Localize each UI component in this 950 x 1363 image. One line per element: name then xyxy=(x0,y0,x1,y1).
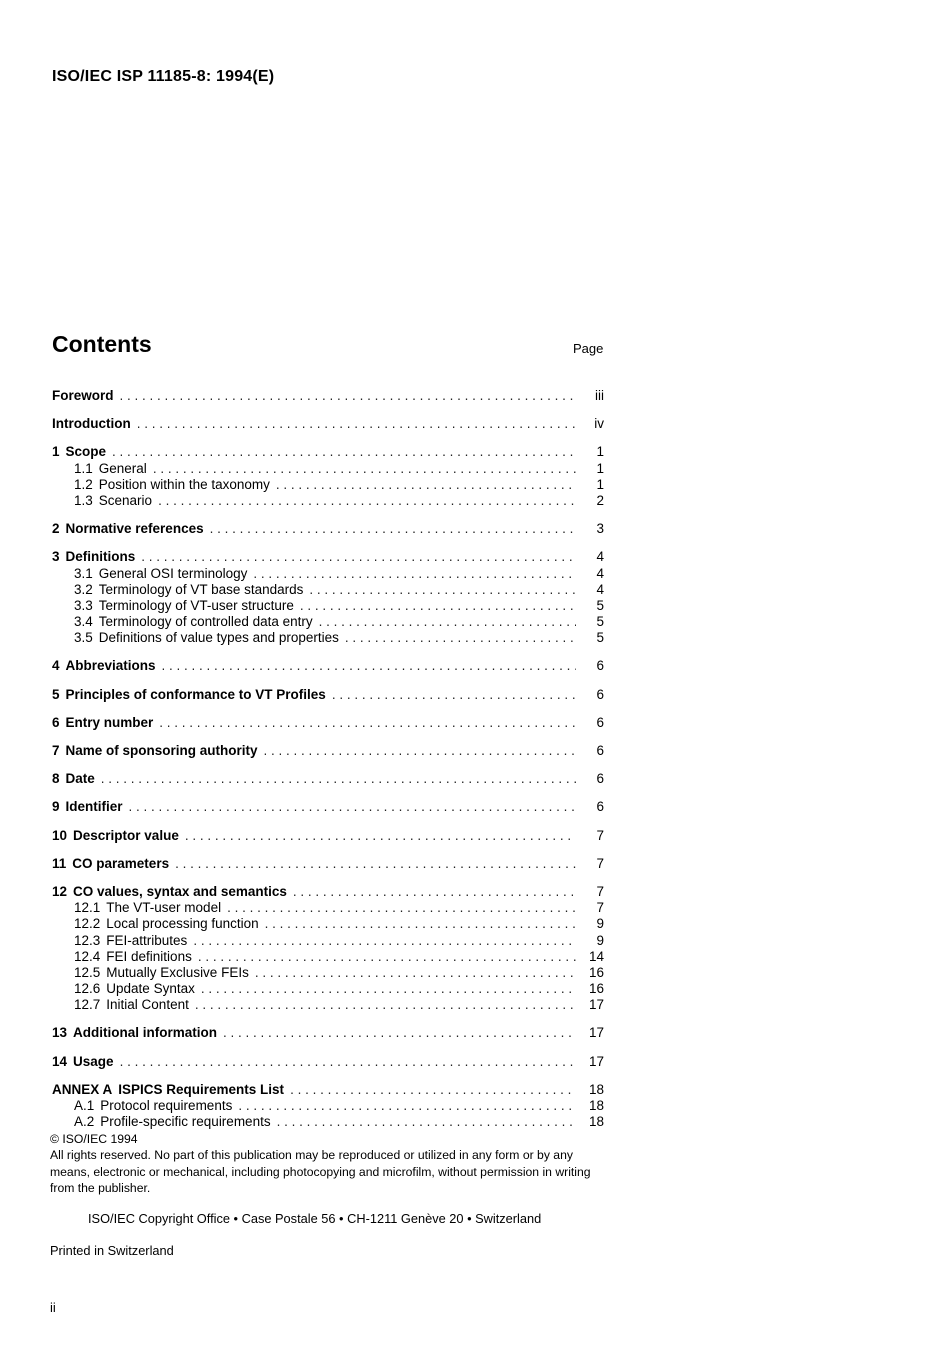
toc-entry-number: 11 xyxy=(52,855,67,871)
toc-entry-page: 7 xyxy=(596,855,604,871)
dot-leader xyxy=(210,521,576,537)
toc-entry-number: 13 xyxy=(52,1025,68,1041)
toc-entry xyxy=(52,715,604,731)
toc-subentry xyxy=(52,582,604,598)
toc-entry-title: Name of sponsoring authority xyxy=(65,743,258,758)
toc-entry-page: 6 xyxy=(596,658,604,674)
toc-subentry xyxy=(52,461,604,477)
toc-entry-page: 4 xyxy=(596,549,604,565)
toc-entry-title: Entry number xyxy=(65,714,154,730)
toc-subentry xyxy=(52,916,604,932)
toc-entry-title: General OSI terminology xyxy=(98,565,248,581)
page-number: ii xyxy=(50,1300,56,1315)
dot-leader xyxy=(195,997,576,1013)
toc-entry-title: Foreword xyxy=(52,388,114,403)
toc-entry-page: 2 xyxy=(596,492,604,508)
toc-entry-number: 2 xyxy=(52,521,60,537)
toc-subentry xyxy=(52,630,604,646)
toc-entry-title: General xyxy=(98,460,147,476)
toc-entry-title: Position within the taxonomy xyxy=(98,476,270,492)
toc-entry-title: Definitions of value types and properties xyxy=(98,630,339,646)
toc-entry-title: Identifier xyxy=(65,799,123,815)
toc-entry xyxy=(52,828,604,844)
toc-entry-title: Local processing function xyxy=(106,916,259,932)
toc-entry-page: 17 xyxy=(588,1053,604,1069)
toc-entry-number: 12 xyxy=(52,883,68,899)
toc-subentry xyxy=(52,900,604,916)
toc-entry-number: 1.1 xyxy=(74,460,93,476)
toc-entry-title: Descriptor value xyxy=(73,827,179,843)
toc-entry-number: 9 xyxy=(52,799,60,815)
toc-entry-title: FEI definitions xyxy=(106,948,192,964)
toc-entry-page: 1 xyxy=(596,476,604,492)
toc-group xyxy=(52,1054,604,1070)
document-header: ISO/IEC ISP 11185-8: 1994(E) xyxy=(52,68,275,85)
toc-entry-number: 12.6 xyxy=(74,981,101,997)
table-of-contents xyxy=(52,388,604,1142)
toc-entry-number: 12.5 xyxy=(74,964,101,980)
toc-entry-number: A.2 xyxy=(74,1114,95,1130)
toc-entry-page: 3 xyxy=(596,521,604,537)
toc-group xyxy=(52,521,604,537)
toc-entry xyxy=(52,856,604,872)
toc-group xyxy=(52,743,604,759)
toc-entry-number: 12.7 xyxy=(74,997,101,1013)
contents-title: Contents xyxy=(52,331,152,357)
toc-entry xyxy=(52,743,604,759)
toc-group xyxy=(52,1082,604,1131)
toc-group xyxy=(52,658,604,674)
toc-entry-title: Profile-specific requirements xyxy=(100,1114,271,1130)
toc-entry-number: 3.3 xyxy=(74,597,93,613)
toc-group xyxy=(52,856,604,872)
toc-entry xyxy=(52,549,604,565)
toc-entry-number: 7 xyxy=(52,743,60,758)
toc-subentry xyxy=(52,997,604,1013)
toc-group xyxy=(52,444,604,509)
toc-entry xyxy=(52,687,604,703)
toc-entry-title: Normative references xyxy=(65,521,204,537)
toc-group xyxy=(52,715,604,731)
toc-entry xyxy=(52,771,604,787)
dot-leader xyxy=(290,1082,576,1098)
copyright-office-address: ISO/IEC Copyright Office • Case Postale 56 • CH-1211 Genève 20 • Switzerland xyxy=(88,1211,542,1226)
dot-leader xyxy=(198,949,576,965)
toc-entry-page: 5 xyxy=(596,630,604,646)
toc-entry-page: 1 xyxy=(596,460,604,476)
dot-leader xyxy=(319,614,576,630)
dot-leader xyxy=(137,416,576,432)
toc-entry-page: 17 xyxy=(588,1025,604,1041)
toc-entry-title: Scenario xyxy=(98,492,153,508)
toc-entry-title: Abbreviations xyxy=(65,658,156,674)
toc-subentry xyxy=(52,1098,604,1114)
toc-entry-title: FEI-attributes xyxy=(106,932,188,948)
toc-entry-page: 7 xyxy=(596,883,604,899)
toc-entry-title: CO values, syntax and semantics xyxy=(73,883,287,899)
copyright-body: All rights reserved. No part of this publication may be reproduced or utilized in any form or by any means, electronic or mechanical, including photocopying and microfilm, without permission in writing from the publisher. xyxy=(50,1148,591,1196)
toc-entry-number: 3.1 xyxy=(74,565,93,581)
toc-entry-number: 3.5 xyxy=(74,630,93,646)
dot-leader xyxy=(201,981,576,997)
toc-entry-number: 1.2 xyxy=(74,476,93,492)
toc-subentry xyxy=(52,598,604,614)
dot-leader xyxy=(238,1098,576,1114)
toc-entry-title: CO parameters xyxy=(72,855,170,871)
toc-entry-number: 3 xyxy=(52,549,60,565)
dot-leader xyxy=(300,598,576,614)
toc-group xyxy=(52,1025,604,1041)
toc-entry-number: 6 xyxy=(52,714,60,730)
toc-entry-title: Protocol requirements xyxy=(100,1098,233,1113)
toc-entry-page: 1 xyxy=(596,444,604,460)
dot-leader xyxy=(153,461,576,477)
toc-entry-page: iii xyxy=(595,388,604,403)
toc-entry xyxy=(52,1082,604,1098)
toc-group xyxy=(52,549,604,646)
dot-leader xyxy=(277,1114,576,1130)
dot-leader xyxy=(120,388,576,404)
toc-entry-number: 12.3 xyxy=(74,932,101,948)
toc-entry-title: Additional information xyxy=(73,1025,218,1041)
toc-entry-title: Scope xyxy=(65,444,107,460)
toc-entry xyxy=(52,1054,604,1070)
toc-group xyxy=(52,799,604,815)
dot-leader xyxy=(255,965,576,981)
toc-entry-title: Terminology of VT base standards xyxy=(98,581,304,597)
toc-subentry xyxy=(52,493,604,509)
dot-leader xyxy=(193,933,576,949)
toc-entry-page: 9 xyxy=(596,916,604,932)
dot-leader xyxy=(120,1054,576,1070)
printed-in: Printed in Switzerland xyxy=(50,1243,174,1258)
toc-entry-title: Mutually Exclusive FEIs xyxy=(106,964,249,980)
toc-group xyxy=(52,884,604,1014)
toc-entry-title: Update Syntax xyxy=(106,981,195,997)
toc-entry-page: 5 xyxy=(596,597,604,613)
toc-subentry xyxy=(52,566,604,582)
toc-subentry xyxy=(52,1114,604,1130)
toc-entry-number: 5 xyxy=(52,686,60,702)
toc-entry xyxy=(52,521,604,537)
toc-entry-page: 6 xyxy=(596,686,604,702)
toc-entry-page: 16 xyxy=(588,964,604,980)
toc-entry-title: Initial Content xyxy=(106,997,189,1013)
toc-subentry xyxy=(52,933,604,949)
toc-entry-number: A.1 xyxy=(74,1098,95,1113)
toc-entry-number: 14 xyxy=(52,1053,68,1069)
toc-group xyxy=(52,416,604,432)
dot-leader xyxy=(253,566,576,582)
dot-leader xyxy=(101,771,576,787)
toc-entry-page: 4 xyxy=(596,581,604,597)
toc-entry-title: Introduction xyxy=(52,416,131,432)
toc-entry-page: 5 xyxy=(596,614,604,630)
toc-entry-title: The VT-user model xyxy=(106,900,222,916)
dot-leader xyxy=(112,444,576,460)
dot-leader xyxy=(175,856,576,872)
toc-entry-page: 14 xyxy=(588,948,604,964)
toc-entry-number: 3.2 xyxy=(74,581,93,597)
toc-group xyxy=(52,687,604,703)
toc-entry-page: 6 xyxy=(596,771,604,787)
dot-leader xyxy=(129,799,576,815)
toc-entry-page: iv xyxy=(594,416,604,432)
toc-entry-page: 6 xyxy=(596,743,604,758)
toc-subentry xyxy=(52,949,604,965)
toc-entry xyxy=(52,416,604,432)
toc-entry-page: 18 xyxy=(588,1081,604,1097)
toc-entry-number: 1 xyxy=(52,444,60,460)
toc-entry-title: Terminology of VT-user structure xyxy=(98,597,294,613)
toc-subentry xyxy=(52,981,604,997)
toc-entry-number: ANNEX A xyxy=(52,1081,113,1097)
toc-group xyxy=(52,771,604,787)
copyright-line: © ISO/IEC 1994 xyxy=(50,1132,138,1146)
toc-entry-title: Date xyxy=(65,771,95,787)
toc-entry-page: 18 xyxy=(588,1098,604,1113)
dot-leader xyxy=(159,715,576,731)
toc-entry-page: 17 xyxy=(588,997,604,1013)
toc-entry-title: ISPICS Requirements List xyxy=(118,1081,285,1097)
dot-leader xyxy=(185,828,576,844)
dot-leader xyxy=(332,687,576,703)
toc-entry-number: 12.4 xyxy=(74,948,101,964)
toc-entry-page: 7 xyxy=(596,827,604,843)
toc-entry-number: 12.2 xyxy=(74,916,101,932)
toc-entry-number: 3.4 xyxy=(74,614,93,630)
toc-entry-title: Terminology of controlled data entry xyxy=(98,614,313,630)
toc-entry xyxy=(52,884,604,900)
toc-entry xyxy=(52,1025,604,1041)
page-column-label: Page xyxy=(573,341,604,356)
toc-entry-number: 12.1 xyxy=(74,900,101,916)
copyright-notice xyxy=(50,1131,606,1197)
dot-leader xyxy=(293,884,576,900)
toc-entry-page: 16 xyxy=(588,981,604,997)
toc-entry-number: 4 xyxy=(52,658,60,674)
dot-leader xyxy=(223,1025,576,1041)
toc-entry-title: Principles of conformance to VT Profiles xyxy=(65,686,326,702)
toc-subentry xyxy=(52,614,604,630)
toc-entry-title: Definitions xyxy=(65,549,136,565)
toc-entry-page: 6 xyxy=(596,799,604,815)
dot-leader xyxy=(162,658,576,674)
toc-entry-page: 18 xyxy=(588,1114,604,1130)
toc-group xyxy=(52,828,604,844)
dot-leader xyxy=(264,743,576,759)
dot-leader xyxy=(141,549,576,565)
toc-entry-number: 1.3 xyxy=(74,492,93,508)
dot-leader xyxy=(265,916,576,932)
toc-entry xyxy=(52,658,604,674)
dot-leader xyxy=(345,630,576,646)
toc-subentry xyxy=(52,477,604,493)
toc-entry-page: 7 xyxy=(596,900,604,916)
toc-entry xyxy=(52,799,604,815)
toc-entry-page: 6 xyxy=(596,714,604,730)
dot-leader xyxy=(309,582,576,598)
toc-entry-page: 4 xyxy=(596,565,604,581)
toc-entry xyxy=(52,388,604,404)
dot-leader xyxy=(276,477,576,493)
toc-group xyxy=(52,388,604,404)
toc-entry-number: 10 xyxy=(52,827,68,843)
toc-entry xyxy=(52,444,604,460)
toc-entry-number: 8 xyxy=(52,771,60,787)
toc-subentry xyxy=(52,965,604,981)
dot-leader xyxy=(158,493,576,509)
toc-entry-page: 9 xyxy=(596,932,604,948)
toc-entry-title: Usage xyxy=(73,1053,114,1069)
dot-leader xyxy=(227,900,576,916)
